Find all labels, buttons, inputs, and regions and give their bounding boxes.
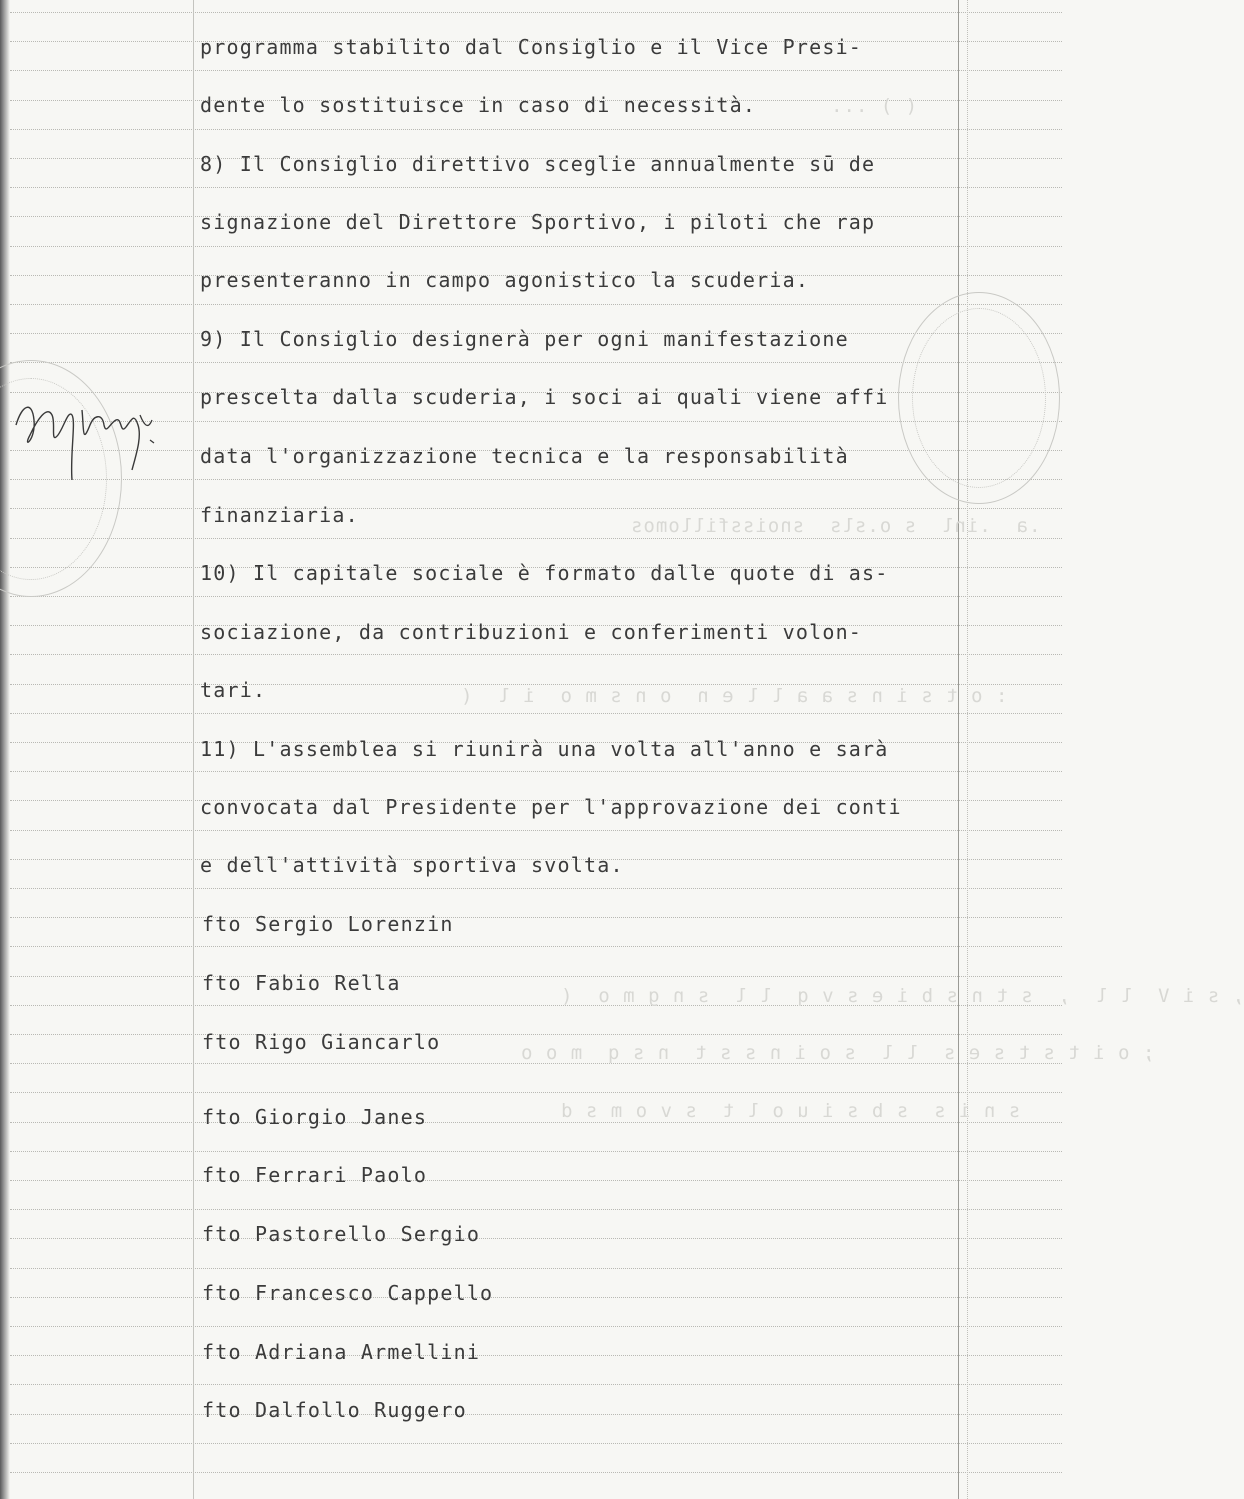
ruled-line (10, 70, 1062, 71)
document-line: dente lo sostituisce in caso di necessità. (200, 93, 757, 117)
document-line: convocata dal Presidente per l'approvazione dei conti (200, 795, 902, 819)
signatory-line: fto Fabio Rella (202, 971, 401, 995)
document-line: 8) Il Consiglio direttivo sceglie annualmente sū de (200, 152, 876, 176)
right-margin-line-faint (967, 0, 968, 1499)
document-line: 10) Il capitale sociale è formato dalle quote di as- (200, 561, 889, 585)
ruled-line (10, 1268, 1062, 1269)
bleed-through-mark: : o t s i n s a a l l e n o n s m o i l ( (460, 685, 1008, 707)
ruled-line (10, 508, 1062, 509)
ruled-line (10, 1180, 1062, 1181)
signatory-line: fto Francesco Cappello (202, 1281, 494, 1305)
document-line: e dell'attività sportiva svolta. (200, 853, 624, 877)
document-line: 9) Il Consiglio designerà per ogni manifestazione (200, 327, 849, 351)
signatory-line: fto Pastorello Sergio (202, 1222, 481, 1246)
signatory-line: fto Dalfollo Ruggero (202, 1398, 467, 1422)
ruled-line (10, 12, 1062, 13)
ruled-line (10, 976, 1062, 977)
bleed-through-mark: ( ) ... (830, 95, 918, 117)
ruled-line (10, 1326, 1062, 1327)
ruled-line (10, 246, 1062, 247)
ruled-line (10, 1414, 1062, 1415)
ruled-line (10, 1355, 1062, 1356)
ruled-line (10, 1443, 1062, 1444)
signatory-line: fto Adriana Armellini (202, 1340, 481, 1364)
ruled-line (10, 1092, 1062, 1093)
ruled-line (10, 1122, 1062, 1123)
document-line: sociazione, da contribuzioni e conferimenti volon- (200, 620, 863, 644)
document-line: data l'organizzazione tecnica e la responsabilità (200, 444, 849, 468)
signatory-line: fto Rigo Giancarlo (202, 1030, 441, 1054)
handwritten-signature (12, 385, 162, 485)
signatory-line: fto Giorgio Janes (202, 1105, 428, 1129)
ruled-line (10, 596, 1062, 597)
ruled-line (10, 654, 1062, 655)
ruled-line (10, 1472, 1062, 1473)
ruled-line (10, 187, 1062, 188)
left-margin-line (193, 0, 194, 1499)
document-line: signazione del Direttore Sportivo, i piloti che rap (200, 210, 876, 234)
ruled-line (10, 771, 1062, 772)
ruled-line (10, 1297, 1062, 1298)
document-line: prescelta dalla scuderia, i soci ai quali viene affi (200, 385, 889, 409)
ruled-line (10, 1384, 1062, 1385)
ruled-line (10, 1034, 1062, 1035)
document-line: presenteranno in campo agonistico la scuderia. (200, 268, 810, 292)
bleed-through-mark: s n i s s b s i u o l t s v o m s d (560, 1100, 1021, 1122)
signatory-line: fto Sergio Lorenzin (202, 912, 454, 936)
ruled-line (10, 917, 1062, 918)
stamp-right-inner (912, 308, 1046, 488)
ruled-line (10, 129, 1062, 130)
bleed-through-mark: ; o i t s t s e s l l s o i n s s t n s q m o o (520, 1042, 1155, 1064)
document-line: tari. (200, 678, 267, 702)
ruled-line (10, 479, 1062, 480)
page-edge-shadow (0, 0, 10, 1499)
document-line: finanziaria. (200, 503, 359, 527)
ruled-line (10, 538, 1062, 539)
document-line: 11) L'assemblea si riunirà una volta all'anno e sarà (200, 737, 889, 761)
bleed-through-mark: .a .inl s o.sls snoissfillomos (630, 515, 1041, 537)
signatory-line: fto Ferrari Paolo (202, 1163, 428, 1187)
document-line: programma stabilito dal Consiglio e il Vice Presi- (200, 35, 863, 59)
ruled-line (10, 1238, 1062, 1239)
ruled-line (10, 888, 1062, 889)
ruled-line (10, 1209, 1062, 1210)
bleed-through-mark: , s i V l l , s t n s b i e s v q l l s n g m o ( (560, 985, 1244, 1007)
ruled-line (10, 304, 1062, 305)
ruled-line (10, 1151, 1062, 1152)
ruled-line (10, 946, 1062, 947)
ruled-line (10, 713, 1062, 714)
right-margin-line (958, 0, 959, 1499)
ruled-line (10, 830, 1062, 831)
